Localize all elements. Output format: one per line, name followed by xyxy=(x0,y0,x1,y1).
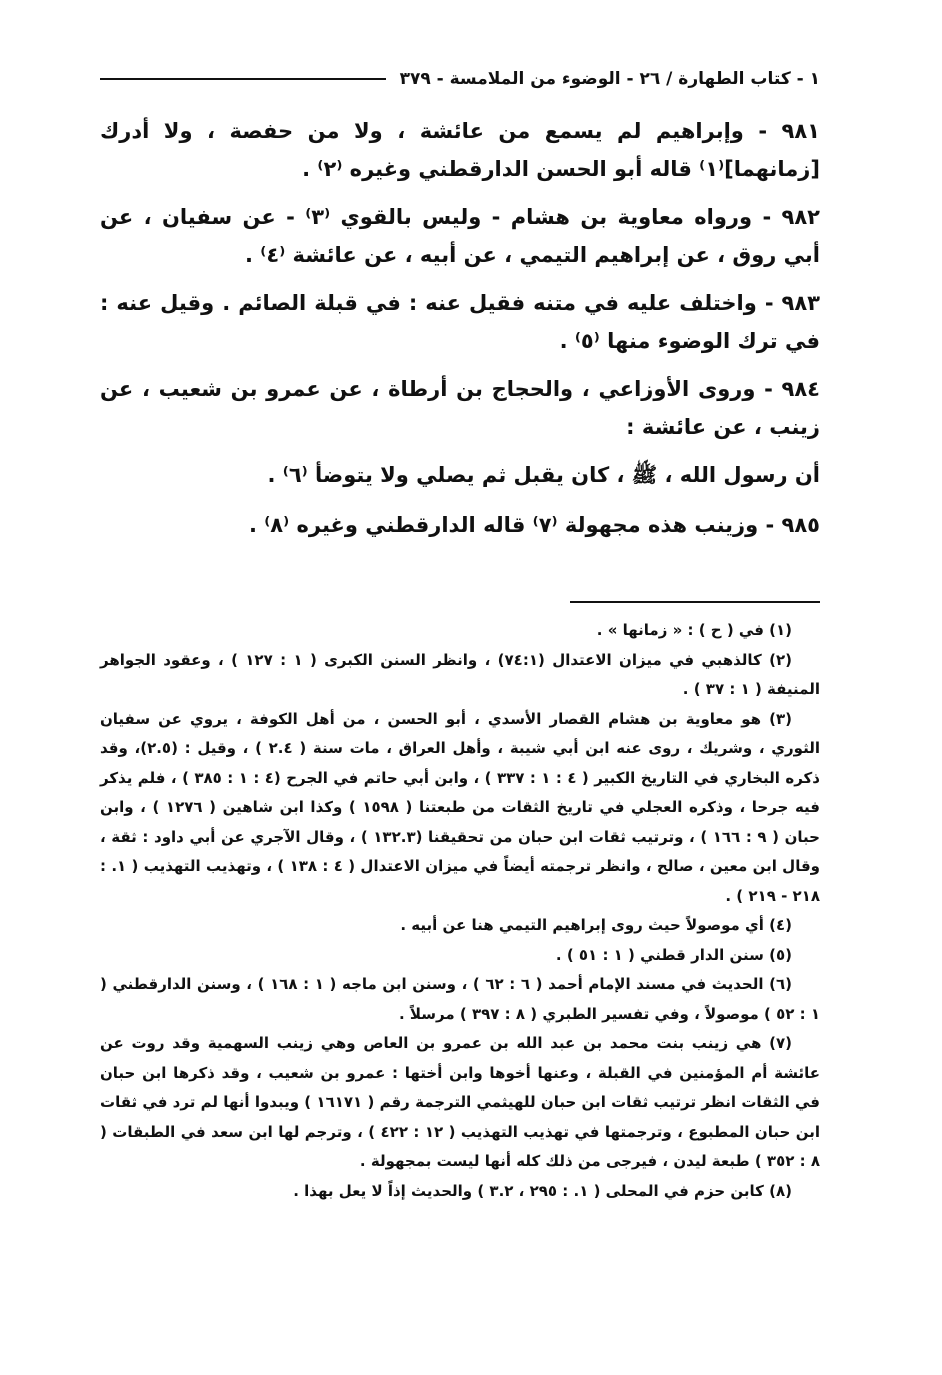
footnote-6: (٦) الحديث في مسند الإمام أحمد ( ٦ : ٦٢ ) ، وسنن ابن ماجه ( ١ : ١٦٨ ) ، وسنن الدارقطني ( ١ : ٥٢ ) موصولاً ، وفي تفسير الطبري ( ٨ : ٣٩٧ ) مرسلاً . xyxy=(100,975,820,1023)
running-title: ١ - كتاب الطهارة / ٢٦ - الوضوء من الملامسة - ٣٧٩ xyxy=(399,69,820,89)
footnote-separator xyxy=(570,601,820,603)
header-rule xyxy=(100,78,386,80)
footnote-5: (٥) سنن الدار قطني ( ١ : ٥١ ) . xyxy=(555,945,792,964)
running-header xyxy=(100,64,820,94)
paragraph-982: ٩٨٢ - ورواه معاوية بن هشام - وليس بالقوي ⁽٣⁾ - عن سفيان ، عن أبي روق ، عن إبراهيم التيمي ، عن أبيه ، عن عائشة ⁽٤⁾ . xyxy=(100,205,820,267)
paragraph-981: ٩٨١ - وإبراهيم لم يسمع من عائشة ، ولا من حفصة ، ولا أدرك [زمانهما]⁽١⁾ قاله أبو الحسن الدارقطني وغيره ⁽٢⁾ . xyxy=(100,119,820,181)
paragraph-985: ٩٨٥ - وزينب هذه مجهولة ⁽٧⁾ قاله الدارقطني وغيره ⁽٨⁾ . xyxy=(248,513,820,537)
footnote-7: (٧) هي زينب بنت محمد بن عبد الله بن عمرو بن العاص وهي زينب السهمية وقد روت عن عائشة أم المؤمنين في القبلة ، وعنها أخوها وابن أختها : عمرو بن شعيب ، وقد ذكرها ابن حبان في الثقات انظر ترتيب ثقات ابن حبان للهيثمي الترجمة رقم ( ١٦١٧١ ) ويبدوا أنها لم ترد في ثقات ابن حبان المطبوع ، وترجمتها في تهذيب التهذيب ( ١٢ : ٤٢٢ ) ، وترجم لها ابن سعد في الطبقات ( ٨ : ٣٥٢ ) طبعة ليدن ، فيرجى من ذلك كله أنها ليست بمجهولة . xyxy=(100,1034,820,1170)
main-text xyxy=(100,112,820,554)
footnote-2: (٢) كالذهبي في ميزان الاعتدال (٧٤:١) ، وانظر السنن الكبرى ( ١ : ١٢٧ ) ، وعقود الجواهر المنيفة ( ١ : ٣٧ ) . xyxy=(100,650,820,698)
footnote-4: (٤) أي موصولاً حيث روى إبراهيم التيمي هنا عن أبيه . xyxy=(400,916,792,934)
paragraph-984: ٩٨٤ - وروى الأوزاعي ، والحجاج بن أرطاة ، عن عمرو بن شعيب ، عن زينب ، عن عائشة : xyxy=(100,377,820,439)
footnote-3: (٣) هو معاوية بن هشام القصار الأسدي ، أبو الحسن ، من أهل الكوفة ، يروي عن سفيان الثوري ، وشريك ، روى عنه ابن أبي شيبة ، وأهل العراق ، مات سنة ( ٢.٤ ) ، وقيل : (٢.٥)، وقد ذكره البخاري في التاريخ الكبير ( ٤ : ١ : ٣٣٧ ) ، وابن أبي حاتم في الجرح (٤ : ١ : ٣٨٥ ) ، فلم يذكر فيه جرحا ، وذكره العجلي في تاريخ الثقات من طبعتنا ( ١٥٩٨ ) وكذا ابن شاهين ( ١٢٧٦ ) ، وابن حبان ( ٩ : ١٦٦ ) ، وترتيب ثقات ابن حبان من تحقيقنا (١٣٢.٣ ) ، وقال الآجري عن أبي داود : ثقة ، وقال ابن معين ، صالح ، وانظر ترجمته أيضاً في ميزان الاعتدال ( ٤ : ١٣٨ ) ، وتهذيب التهذيب ( ١. : ٢١٨ - ٢١٩ ) . xyxy=(100,709,821,905)
footnote-1: (١) في ( ح ) : « زمانها » . xyxy=(596,621,792,639)
footnote-8: (٨) كابن حزم في المحلى ( ١. : ٢٩٥ ، ٣.٢ ) والحديث إذاً لا يعل بهذا . xyxy=(293,1181,792,1200)
hadith-quote: أن رسول الله ، ﷺ ، كان يقبل ثم يصلي ولا يتوضأ ⁽٦⁾ . xyxy=(267,463,820,487)
paragraph-983: ٩٨٣ - واختلف عليه في متنه فقيل عنه : في قبلة الصائم . وقيل عنه : في ترك الوضوء منها ⁽٥⁾ . xyxy=(100,291,820,353)
footnotes xyxy=(100,616,820,1206)
